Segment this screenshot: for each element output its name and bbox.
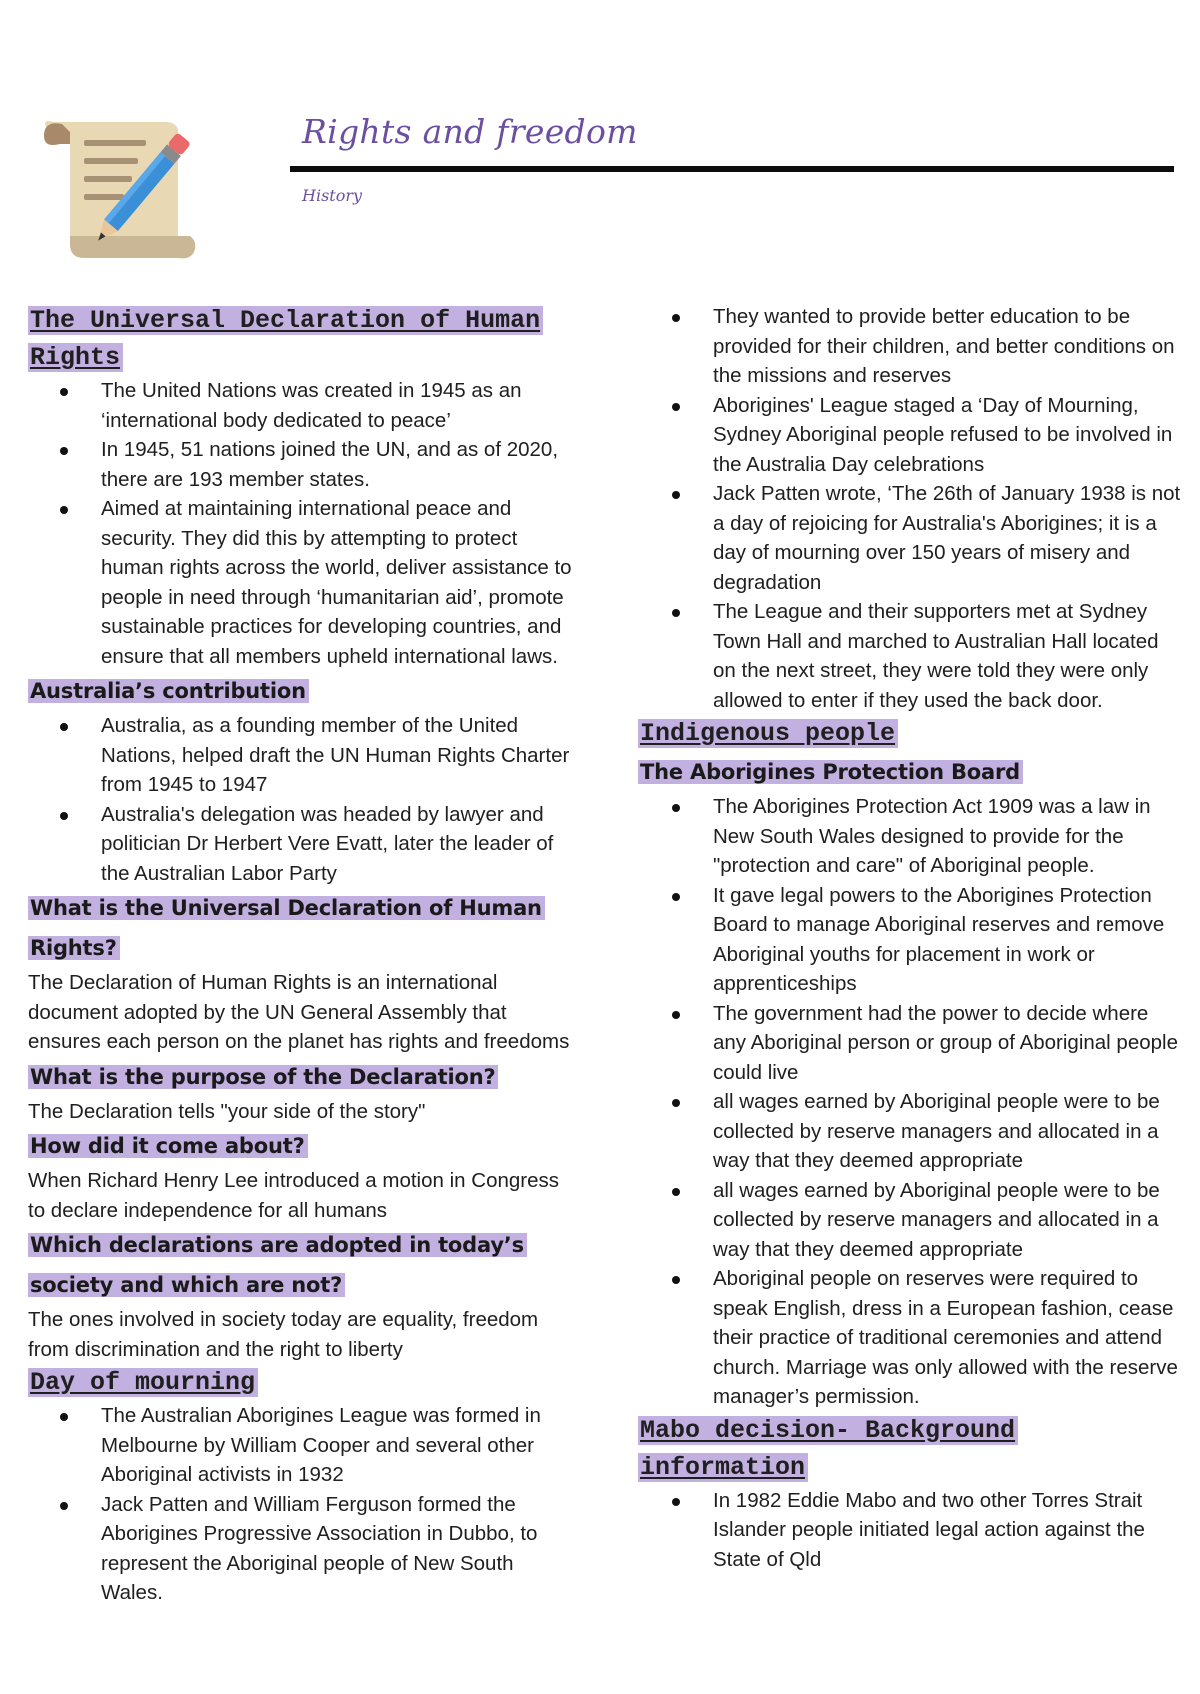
which-paragraph: The ones involved in society today are equality, freedom from discrimination and the right to liberty bbox=[28, 1308, 539, 1361]
list-item: Jack Patten wrote, ‘The 26th of January 1938 is not a day of rejoicing for Australia's Aborigines; it is a day of mourning over 150 years of misery and degradation bbox=[713, 479, 1183, 597]
mourning-bullet-list bbox=[28, 1401, 573, 1608]
mourning-heading-text: Day of mourning bbox=[28, 1368, 258, 1397]
purpose-heading bbox=[28, 1057, 573, 1097]
list-item: Aimed at maintaining international peace and security. They did this by attempting to protect human rights across the world, deliver assistance to people in need through ‘humanitarian aid’, promote sustainable practices for developing countries, and ensure that all members upheld international laws. bbox=[101, 494, 573, 671]
mabo-bullet-list bbox=[638, 1486, 1183, 1575]
apb-heading-text: The Aborigines Protection Board bbox=[638, 760, 1023, 784]
purpose-heading-text: What is the purpose of the Declaration? bbox=[28, 1065, 498, 1089]
list-item: The Aborigines Protection Act 1909 was a law in New South Wales designed to provide for the "protection and care" of Aboriginal people. bbox=[713, 792, 1183, 881]
scroll-and-pencil-icon bbox=[40, 118, 200, 264]
mourning-bullet-list-continued bbox=[638, 302, 1183, 715]
how-heading bbox=[28, 1126, 573, 1166]
list-item: Jack Patten and William Ferguson formed the Aborigines Progressive Association in Dubbo, to represent the Aboriginal people of New South Wales. bbox=[101, 1490, 573, 1608]
list-item: In 1982 Eddie Mabo and two other Torres Strait Islander people initiated legal action against the State of Qld bbox=[713, 1486, 1183, 1575]
document-subtitle: History bbox=[302, 186, 363, 205]
list-item: all wages earned by Aboriginal people were to be collected by reserve managers and allocated in a way that they deemed appropriate bbox=[713, 1087, 1183, 1176]
list-item: Aboriginal people on reserves were required to speak English, dress in a European fashion, cease their practice of traditional ceremonies and attend church. Marriage was only allowed with the reserve manager’s permission. bbox=[713, 1264, 1183, 1412]
list-item: The Australian Aborigines League was formed in Melbourne by William Cooper and several other Aboriginal activists in 1932 bbox=[101, 1401, 573, 1490]
how-paragraph: When Richard Henry Lee introduced a motion in Congress to declare independence for all humans bbox=[28, 1169, 559, 1222]
which-heading-text: Which declarations are adopted in today’s society and which are not? bbox=[28, 1233, 527, 1297]
mourning-heading bbox=[28, 1364, 573, 1401]
list-item: The government had the power to decide where any Aboriginal person or group of Aboriginal people could live bbox=[713, 999, 1183, 1088]
udhr-heading bbox=[28, 302, 573, 376]
mabo-heading-text: Mabo decision- Background information bbox=[638, 1416, 1018, 1482]
list-item: Australia, as a founding member of the United Nations, helped draft the UN Human Rights Charter from 1945 to 1947 bbox=[101, 711, 573, 800]
purpose-paragraph: The Declaration tells "your side of the story" bbox=[28, 1099, 426, 1123]
apb-heading bbox=[638, 752, 1183, 792]
contribution-heading-text: Australia’s contribution bbox=[28, 679, 309, 703]
list-item: In 1945, 51 nations joined the UN, and as of 2020, there are 193 member states. bbox=[101, 435, 573, 494]
title-rule bbox=[290, 166, 1174, 172]
contribution-heading bbox=[28, 671, 573, 711]
list-item: Aborigines' League staged a ‘Day of Mourning, Sydney Aboriginal people refused to be involved in the Australia Day celebrations bbox=[713, 391, 1183, 480]
mabo-heading bbox=[638, 1412, 1183, 1486]
list-item: The United Nations was created in 1945 as an ‘international body dedicated to peace’ bbox=[101, 376, 573, 435]
indigenous-heading bbox=[638, 715, 1183, 752]
list-item: Australia's delegation was headed by lawyer and politician Dr Herbert Vere Evatt, later the leader of the Australian Labor Party bbox=[101, 800, 573, 889]
contribution-bullet-list bbox=[28, 711, 573, 888]
left-column bbox=[28, 302, 573, 1608]
indigenous-heading-text: Indigenous people bbox=[638, 719, 898, 748]
what-is-heading bbox=[28, 888, 573, 968]
which-heading bbox=[28, 1225, 573, 1305]
document-title: Rights and freedom bbox=[302, 112, 638, 151]
what-is-paragraph: The Declaration of Human Rights is an international document adopted by the UN General Assembly that ensures each person on the planet has rights and freedoms bbox=[28, 971, 570, 1053]
list-item: They wanted to provide better education to be provided for their children, and better conditions on the missions and reserves bbox=[713, 302, 1183, 391]
list-item: all wages earned by Aboriginal people were to be collected by reserve managers and allocated in a way that they deemed appropriate bbox=[713, 1176, 1183, 1265]
apb-bullet-list bbox=[638, 792, 1183, 1412]
how-heading-text: How did it come about? bbox=[28, 1134, 308, 1158]
udhr-bullet-list bbox=[28, 376, 573, 671]
list-item: It gave legal powers to the Aborigines Protection Board to manage Aboriginal reserves and remove Aboriginal youths for placement in work or apprenticeships bbox=[713, 881, 1183, 999]
list-item: The League and their supporters met at Sydney Town Hall and marched to Australian Hall located on the next street, they were told they were only allowed to enter if they used the back door. bbox=[713, 597, 1183, 715]
udhr-heading-text: The Universal Declaration of Human Rights bbox=[28, 306, 543, 372]
right-column bbox=[638, 302, 1183, 1574]
what-is-heading-text: What is the Universal Declaration of Human Rights? bbox=[28, 896, 545, 960]
